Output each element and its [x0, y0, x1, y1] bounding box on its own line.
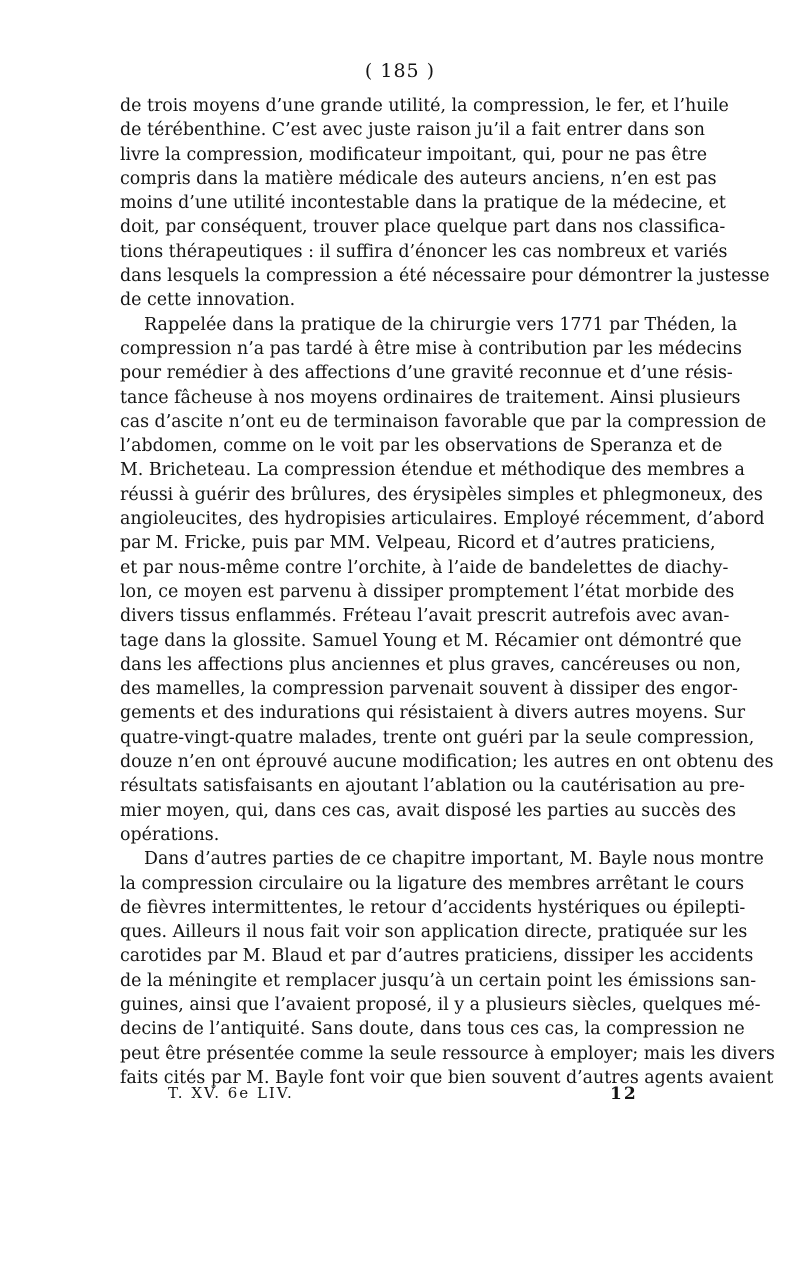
folio-number: 12	[610, 1084, 638, 1104]
text-line: Dans d’autres parties de ce chapitre important, M. Bayle nous montre	[144, 849, 764, 870]
text-line: ques. Ailleurs il nous fait voir son application directe, pratiquée sur les	[120, 922, 748, 943]
text-line: moins d’une utilité incontestable dans la pratique de la médecine, et	[120, 193, 726, 214]
text-line: mier moyen, qui, dans ces cas, avait disposé les parties au succès des	[120, 800, 737, 821]
text-line: M. Bricheteau. La compression étendue et méthodique des membres a	[120, 460, 745, 481]
text-line: livre la compression, modificateur impoitant, qui, pour ne pas être	[120, 144, 708, 165]
text-line: de cette innovation.	[120, 290, 296, 311]
text-line: doit, par conséquent, trouver place quelque part dans nos classifica-	[120, 217, 726, 238]
text-line: Rappelée dans la pratique de la chirurgie vers 1771 par Théden, la	[144, 314, 738, 335]
text-line: pour remédier à des affections d’une gravité reconnue et d’une résis-	[120, 363, 733, 384]
text-line: de la méningite et remplacer jusqu’à un certain point les émissions san-	[120, 970, 757, 991]
page-footer	[0, 1084, 800, 1108]
text-line: gements et des indurations qui résistaient à divers autres moyens. Sur	[120, 703, 746, 724]
text-line: angioleucites, des hydropisies articulaires. Employé récemment, d’abord	[120, 509, 765, 530]
text-line: de trois moyens d’une grande utilité, la compression, le fer, et l’huile	[120, 96, 729, 116]
text-line: douze n’en ont éprouvé aucune modification; les autres en ont obtenu des	[120, 752, 774, 773]
paragraph-1	[120, 94, 770, 313]
text-line: quatre-vingt-quatre malades, trente ont guéri par la seule compression,	[120, 727, 755, 748]
text-line: dans les affections plus anciennes et plus graves, cancéreuses ou non,	[120, 654, 742, 675]
text-line: réussi à guérir des brûlures, des érysipèles simples et phlegmoneux, des	[120, 484, 763, 505]
text-line: l’abdomen, comme on le voit par les observations de Speranza et de	[120, 436, 723, 457]
text-line: de fièvres intermittentes, le retour d’accidents hystériques ou épilepti-	[120, 897, 746, 918]
page-number: ( 185 )	[364, 60, 436, 82]
text-line: faits cités par M. Bayle font voir que bien souvent d’autres agents avaient	[120, 1067, 774, 1088]
text-line: dans lesquels la compression a été nécessaire pour démontrer la justesse	[120, 266, 770, 287]
text-line: opérations.	[120, 824, 220, 845]
text-line: tance fâcheuse à nos moyens ordinaires de traitement. Ainsi plusieurs	[120, 387, 741, 408]
text-line: cas d’ascite n’ont eu de terminaison favorable que par la compression de	[120, 411, 767, 432]
paragraph-2	[120, 313, 774, 848]
text-line: et par nous-même contre l’orchite, à l’aide de bandelettes de diachy-	[120, 557, 729, 578]
text-line: des mamelles, la compression parvenait souvent à dissiper des engor-	[120, 679, 738, 700]
text-line: tions thérapeutiques : il suffira d’énoncer les cas nombreux et variés	[120, 241, 728, 262]
text-line: divers tissus enflammés. Fréteau l’avait prescrit autrefois avec avan-	[120, 606, 730, 627]
text-line: lon, ce moyen est parvenu à dissiper promptement l’état morbide des	[120, 581, 735, 602]
signature-mark: T. XV. 6e LIV.	[168, 1084, 294, 1102]
text-line: tage dans la glossite. Samuel Young et M. Récamier ont démontré que	[120, 630, 742, 651]
text-line: résultats satisfaisants en ajoutant l’ablation ou la cautérisation au pre-	[120, 776, 745, 797]
text-line: compression n’a pas tardé à être mise à contribution par les médecins	[120, 338, 742, 359]
text-line: peut être présentée comme la seule ressource à employer; mais les divers	[120, 1043, 775, 1064]
body-text	[120, 94, 775, 1090]
text-line: de térébenthine. C’est avec juste raison ju’il a fait entrer dans son	[120, 120, 705, 141]
text-line: la compression circulaire ou la ligature des membres arrêtant le cours	[120, 873, 745, 894]
text-line: guines, ainsi que l’avaient proposé, il y a plusieurs siècles, quelques mé-	[120, 994, 761, 1015]
text-line: par M. Fricke, puis par MM. Velpeau, Ricord et d’autres praticiens,	[120, 533, 716, 554]
text-line: carotides par M. Blaud et par d’autres praticiens, dissiper les accidents	[120, 946, 754, 967]
paragraph-3	[120, 847, 775, 1090]
text-line: decins de l’antiquité. Sans doute, dans tous ces cas, la compression ne	[120, 1019, 745, 1040]
text-line: compris dans la matière médicale des auteurs anciens, n’en est pas	[120, 168, 717, 189]
